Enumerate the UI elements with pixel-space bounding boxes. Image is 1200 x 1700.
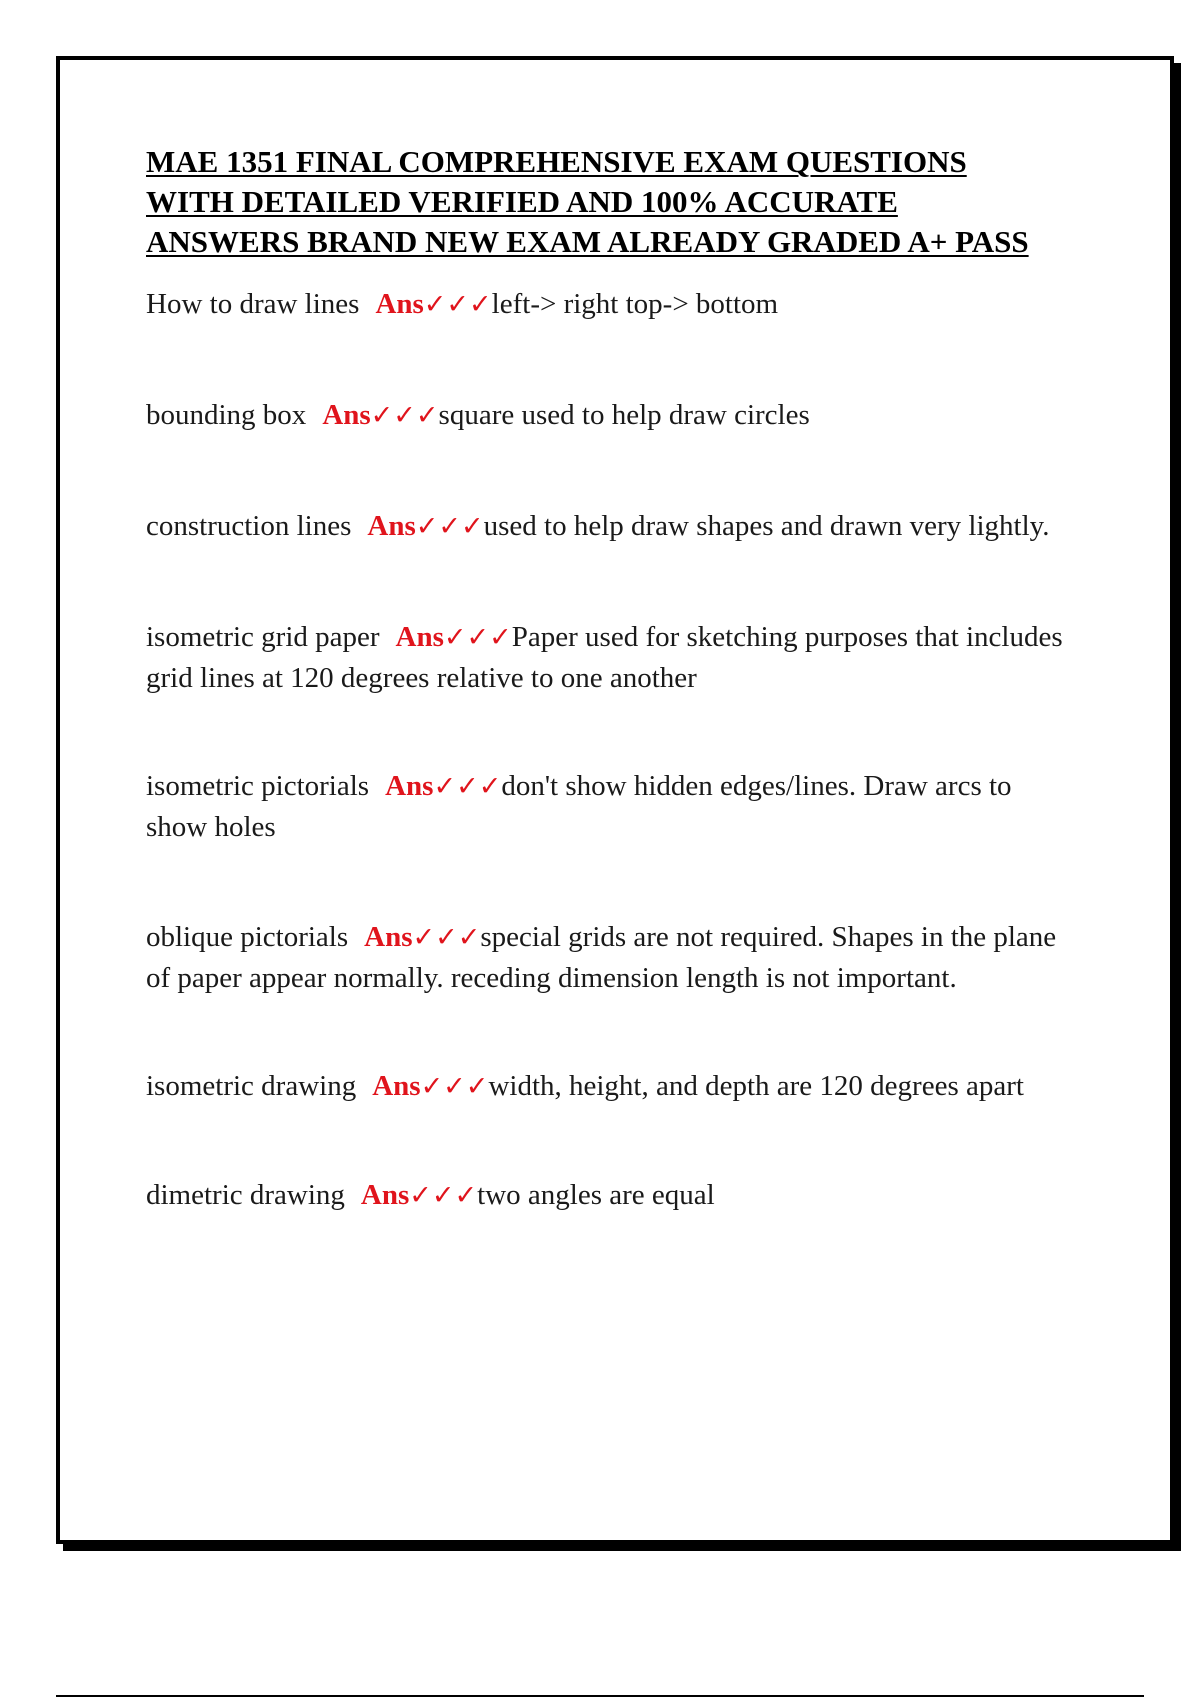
qa-item (146, 506, 1076, 547)
answer-label: Ans (367, 510, 416, 542)
document-content (146, 142, 1076, 1216)
answer-label: Ans (385, 770, 434, 802)
document-title: MAE 1351 FINAL COMPREHENSIVE EXAM QUESTIONS WITH DETAILED VERIFIED AND 100% ACCURATE ANSWERS BRAND NEW EXAM ALREADY GRADED A+ PASS (146, 144, 1029, 259)
question-term: isometric grid paper (146, 621, 380, 653)
check-marks-icon: ✓✓✓ (415, 511, 484, 542)
answer-text: width, height, and depth are 120 degrees apart (488, 1070, 1024, 1102)
question-term: oblique pictorials (146, 921, 349, 953)
answer-text: don't show hidden edges/lines. Draw arcs to show holes (146, 770, 1012, 843)
answer-text: used to help draw shapes and drawn very lightly. (483, 510, 1050, 542)
answer-label: Ans (364, 921, 413, 953)
answer-label: Ans (322, 399, 371, 431)
qa-list (146, 284, 1076, 1216)
qa-item (146, 395, 1076, 436)
qa-item (146, 1066, 1076, 1107)
question-term: bounding box (146, 399, 307, 431)
qa-item (146, 284, 1076, 325)
answer-text: left-> right top-> bottom (491, 288, 779, 320)
question-term: isometric pictorials (146, 770, 370, 802)
answer-label: Ans (372, 1070, 421, 1102)
check-marks-icon: ✓✓✓ (409, 1180, 478, 1211)
check-marks-icon: ✓✓✓ (443, 622, 512, 653)
question-term: construction lines (146, 510, 352, 542)
check-marks-icon: ✓✓✓ (412, 922, 481, 953)
answer-text: two angles are equal (477, 1179, 715, 1211)
qa-item (146, 617, 1076, 698)
answer-label: Ans (360, 1179, 410, 1211)
check-marks-icon: ✓✓✓ (370, 400, 439, 431)
check-marks-icon: ✓✓✓ (433, 771, 502, 802)
question-term: dimetric drawing (146, 1179, 345, 1211)
qa-item (146, 766, 1076, 847)
answer-text: Paper used for sketching purposes that includes grid lines at 120 degrees relative to one another (146, 621, 1063, 694)
question-term: isometric drawing (146, 1070, 357, 1102)
qa-item (146, 917, 1076, 998)
check-marks-icon: ✓✓✓ (423, 289, 492, 320)
answer-label: Ans (375, 288, 424, 320)
footer-divider (56, 1695, 1144, 1697)
answer-text: square used to help draw circles (438, 399, 810, 431)
answer-label: Ans (395, 621, 444, 653)
question-term: How to draw lines (146, 288, 360, 320)
qa-item (146, 1175, 1076, 1216)
answer-text: special grids are not required. Shapes in the plane of paper appear normally. receding dimension length is not important. (146, 921, 1057, 994)
check-marks-icon: ✓✓✓ (420, 1071, 489, 1102)
